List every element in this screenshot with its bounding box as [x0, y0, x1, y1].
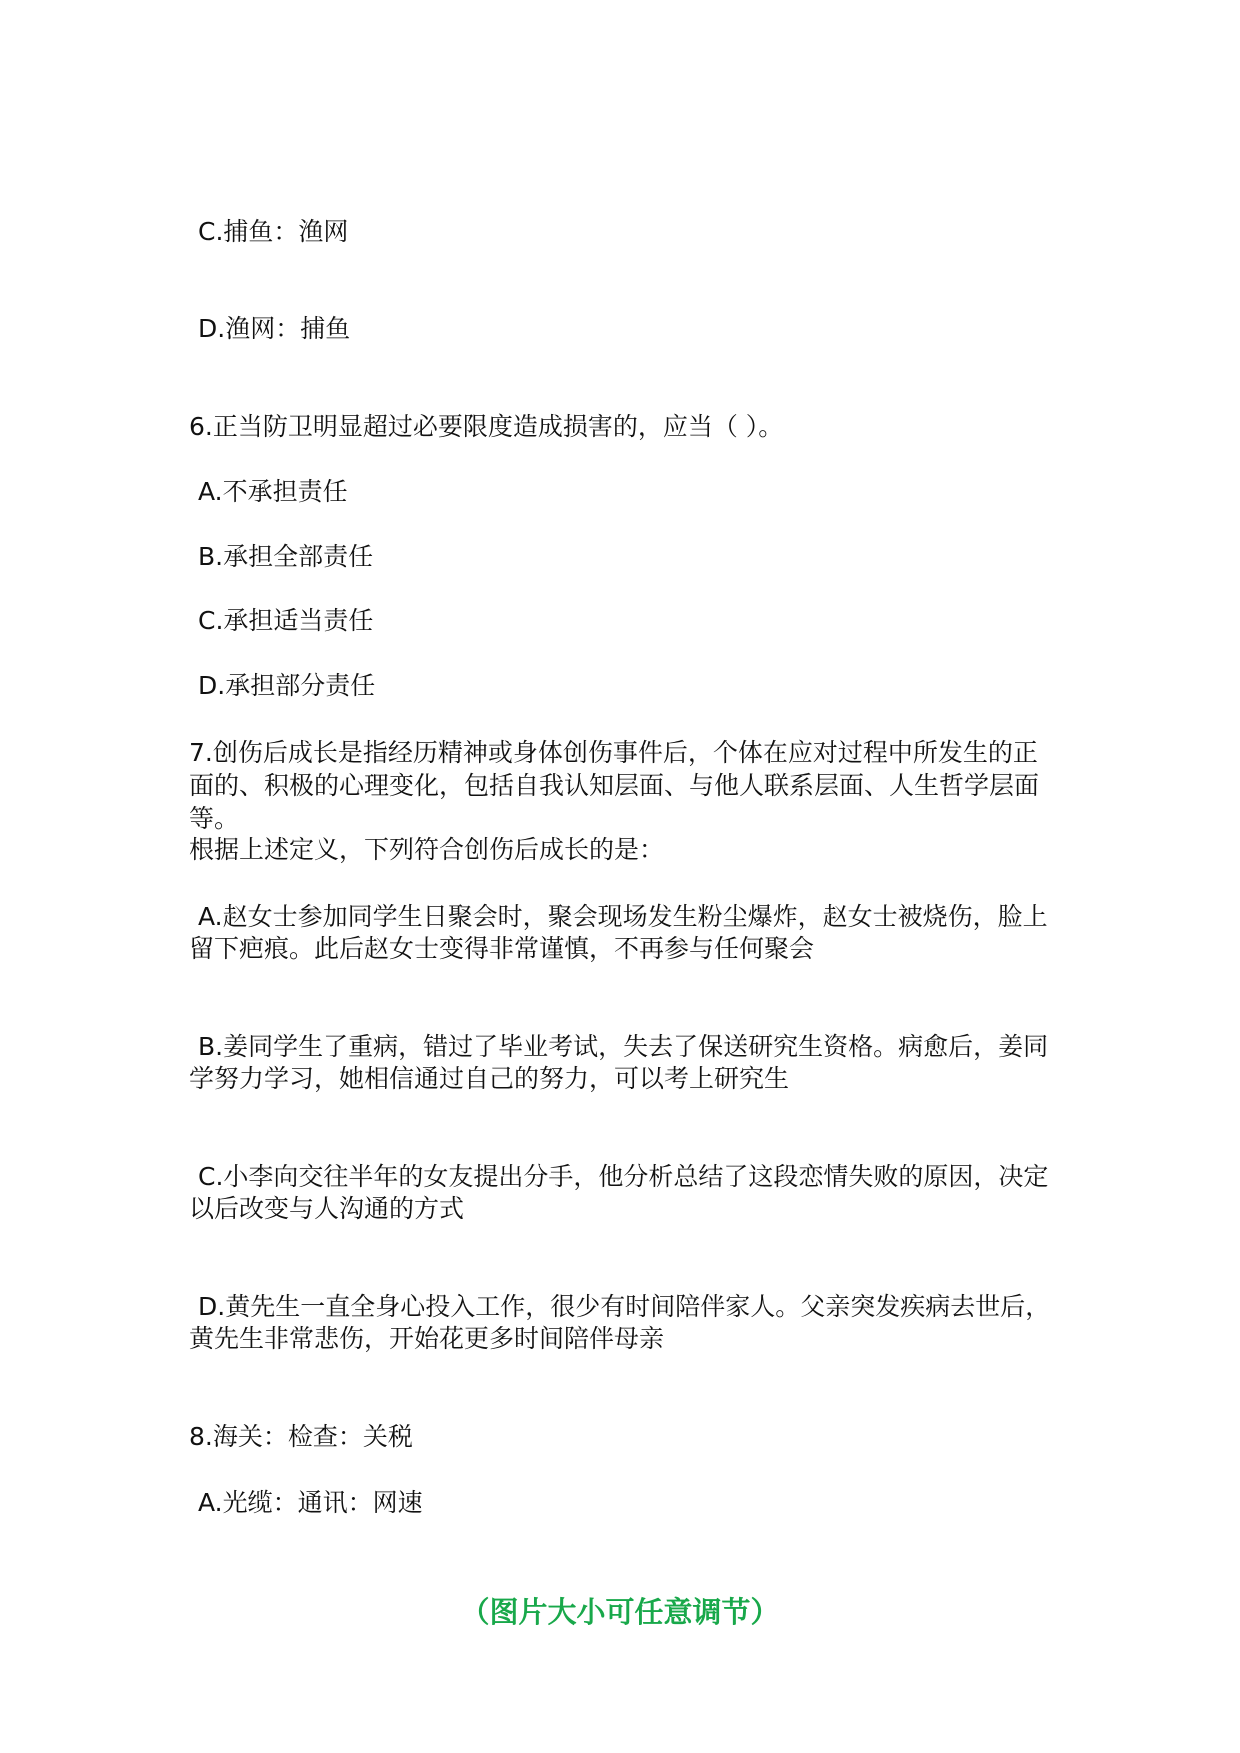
q8-stem: 8.海关：检查：关税 — [189, 1422, 413, 1451]
q7-option-c-line2: 以后改变与人沟通的方式 — [189, 1194, 465, 1223]
q7-prompt: 根据上述定义，下列符合创伤后成长的是： — [189, 835, 665, 864]
q7-option-a-line1: A.赵女士参加同学生日聚会时，聚会现场发生粉尘爆炸，赵女士被烧伤，脸上 — [198, 902, 1048, 931]
q6-option-b: B.承担全部责任 — [198, 542, 374, 571]
q7-option-b-line1: B.姜同学生了重病，错过了毕业考试，失去了保送研究生资格。病愈后，姜同 — [198, 1032, 1049, 1061]
q7-stem-line1: 7.创伤后成长是指经历精神或身体创伤事件后，个体在应对过程中所发生的正 — [189, 738, 1038, 767]
q7-option-d-line1: D.黄先生一直全身心投入工作，很少有时间陪伴家人。父亲突发疾病去世后， — [198, 1292, 1051, 1321]
q5-option-d: D.渔网：捕鱼 — [198, 314, 351, 343]
q6-option-a: A.不承担责任 — [198, 477, 348, 506]
q7-option-a-line2: 留下疤痕。此后赵女士变得非常谨慎，不再参与任何聚会 — [189, 934, 815, 963]
q6-option-d: D.承担部分责任 — [198, 671, 376, 700]
image-resize-note: （图片大小可任意调节） — [460, 1595, 780, 1629]
q8-option-a: A.光缆：通讯：网速 — [198, 1488, 423, 1517]
q7-option-d-line2: 黄先生非常悲伤，开始花更多时间陪伴母亲 — [189, 1324, 665, 1353]
q7-option-c-line1: C.小李向交往半年的女友提出分手，他分析总结了这段恋情失败的原因，决定 — [198, 1162, 1049, 1191]
q7-stem-line2: 面的、积极的心理变化，包括自我认知层面、与他人联系层面、人生哲学层面 — [189, 771, 1040, 800]
q6-stem: 6.正当防卫明显超过必要限度造成损害的，应当（ ）。 — [189, 412, 784, 441]
q6-option-c: C.承担适当责任 — [198, 606, 374, 635]
q7-stem-line3: 等。 — [189, 804, 240, 833]
q7-option-b-line2: 学努力学习，她相信通过自己的努力，可以考上研究生 — [189, 1064, 790, 1093]
q5-option-c: C.捕鱼：渔网 — [198, 217, 349, 246]
